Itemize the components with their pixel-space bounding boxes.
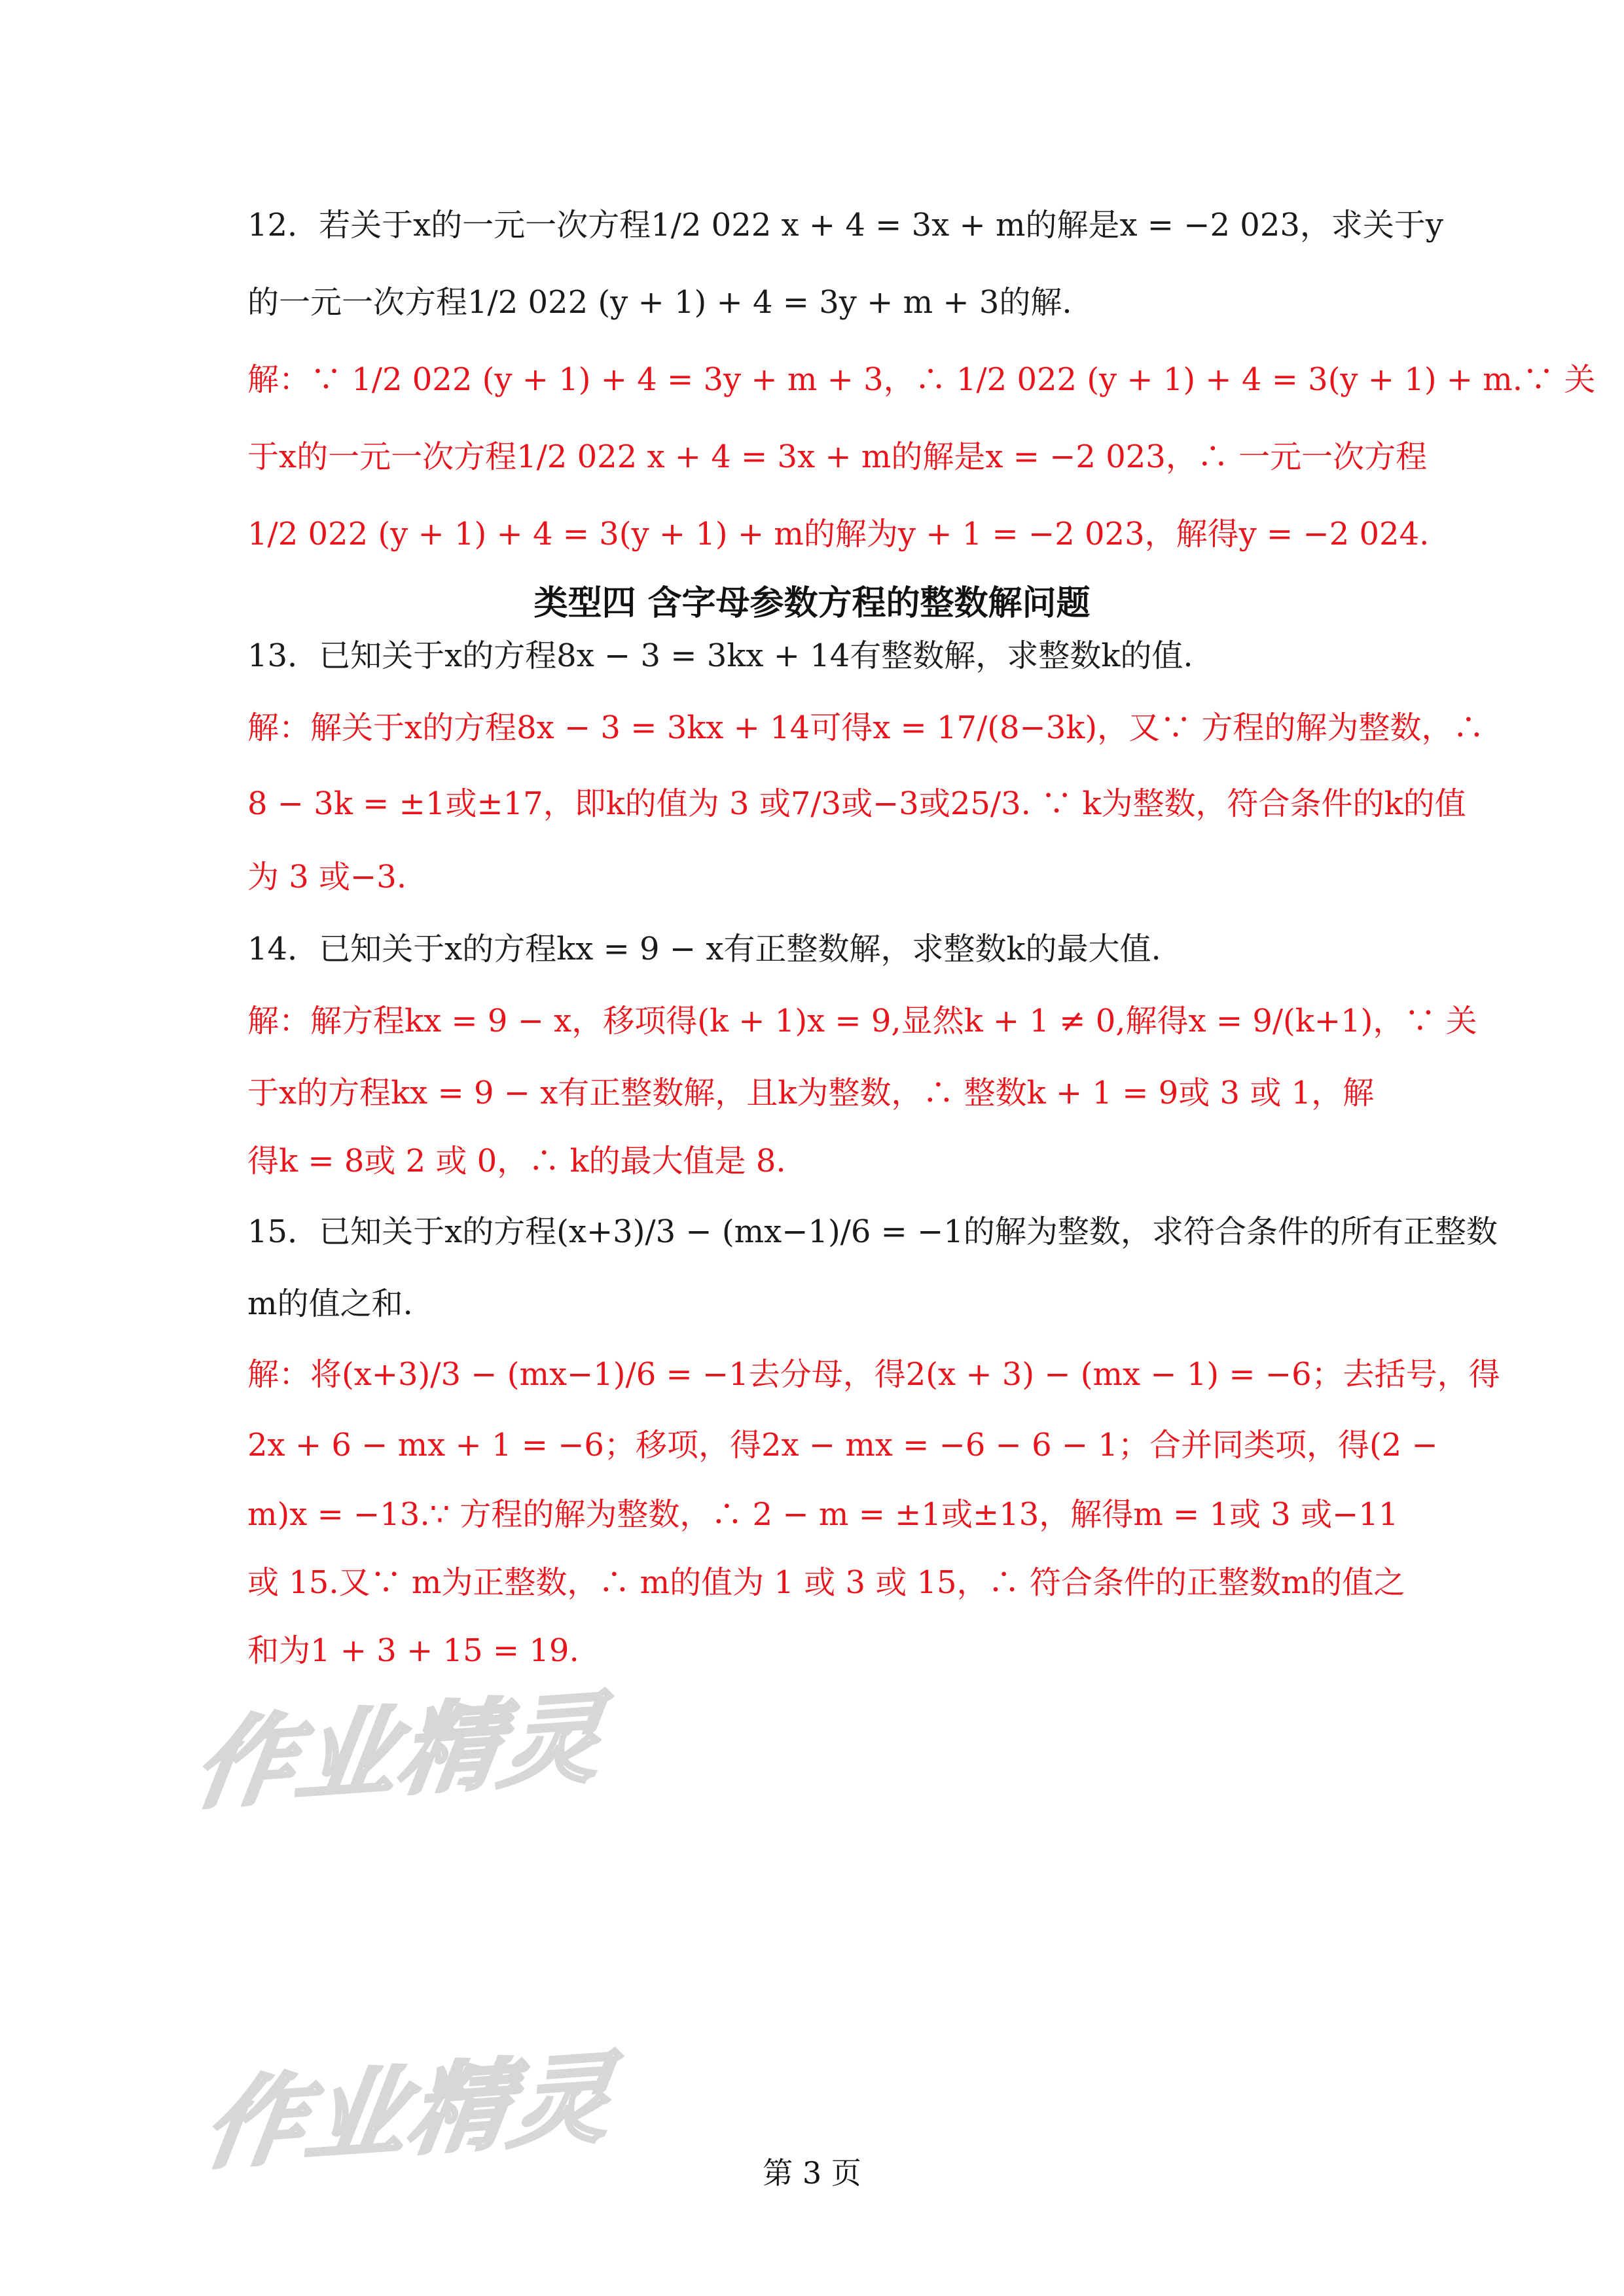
problem-13-solution-line-1: 解：解关于x的方程8x − 3 = 3kx + 14可得x = 17/(8−3k)，又∵ 方程的解为整数，∴ [247,709,1485,746]
problem-14-solution-line-2: 于x的方程kx = 9 − x有正整数解，且k为整数，∴ 整数k + 1 = 9或 3 或 1，解 [247,1075,1375,1111]
problem-14-solution-line-3: 得k = 8或 2 或 0，∴ k的最大值是 8. [247,1143,786,1179]
problem-12-solution-line-2: 于x的一元一次方程1/2 022 x + 4 = 3x + m的解是x = −2 023，∴ 一元一次方程 [247,439,1428,475]
problem-13-solution-line-2: 8 − 3k = ±1或±17，即k的值为 3 或7/3或−3或25/3. ∵ k为整数，符合条件的k的值 [247,785,1466,822]
problem-13-solution-line-3: 为 3 或−3. [247,859,407,895]
problem-15-solution-line-1: 解：将(x+3)/3 − (mx−1)/6 = −1去分母，得2(x + 3) − (mx − 1) = −6；去括号，得 [247,1356,1500,1393]
watermark-logo: 作业精灵 [187,1681,613,1823]
problem-12-question-line-2: 的一元一次方程1/2 022 (y + 1) + 4 = 3y + m + 3的解. [247,284,1072,321]
problem-15-solution-line-2: 2x + 6 − mx + 1 = −6；移项，得2x − mx = −6 − 6 − 1；合并同类项，得(2 − [247,1427,1438,1463]
problem-12-solution-line-3: 1/2 022 (y + 1) + 4 = 3(y + 1) + m的解为y + 1 = −2 023，解得y = −2 024. [247,516,1430,552]
problem-15-question-line-2: m的值之和. [247,1285,413,1322]
problem-15-solution-line-3: m)x = −13.∵ 方程的解为整数，∴ 2 − m = ±1或±13，解得m = 1或 3 或−11 [247,1496,1399,1533]
problem-13-question-line-1: 13．已知关于x的方程8x − 3 = 3kx + 14有整数解，求整数k的值. [247,637,1193,674]
problem-15-question-line-1: 15．已知关于x的方程(x+3)/3 − (mx−1)/6 = −1的解为整数，求符合条件的所有正整数 [247,1213,1498,1250]
watermark-logo-lower: 作业精灵 [197,2041,623,2183]
problem-14-solution-line-1: 解：解方程kx = 9 − x，移项得(k + 1)x = 9,显然k + 1 ≠ 0,解得x = 9/(k+1)，∵ 关 [247,1003,1477,1039]
problem-14-question-line-1: 14．已知关于x的方程kx = 9 − x有正整数解，求整数k的最大值. [247,931,1161,967]
problem-12-solution-line-1: 解：∵ 1/2 022 (y + 1) + 4 = 3y + m + 3，∴ 1/2 022 (y + 1) + 4 = 3(y + 1) + m.∵ 关 [247,361,1596,398]
problem-15-solution-line-5: 和为1 + 3 + 15 = 19. [247,1632,579,1669]
problem-15-solution-line-4: 或 15.又∵ m为正整数，∴ m的值为 1 或 3 或 15，∴ 符合条件的正整数m的值之 [247,1564,1405,1601]
page-number: 第 3 页 [763,2155,861,2191]
problem-12-question-line-1: 12．若关于x的一元一次方程1/2 022 x + 4 = 3x + m的解是x = −2 023，求关于y [247,207,1444,243]
section-title: 类型四 含字母参数方程的整数解问题 [533,584,1091,623]
